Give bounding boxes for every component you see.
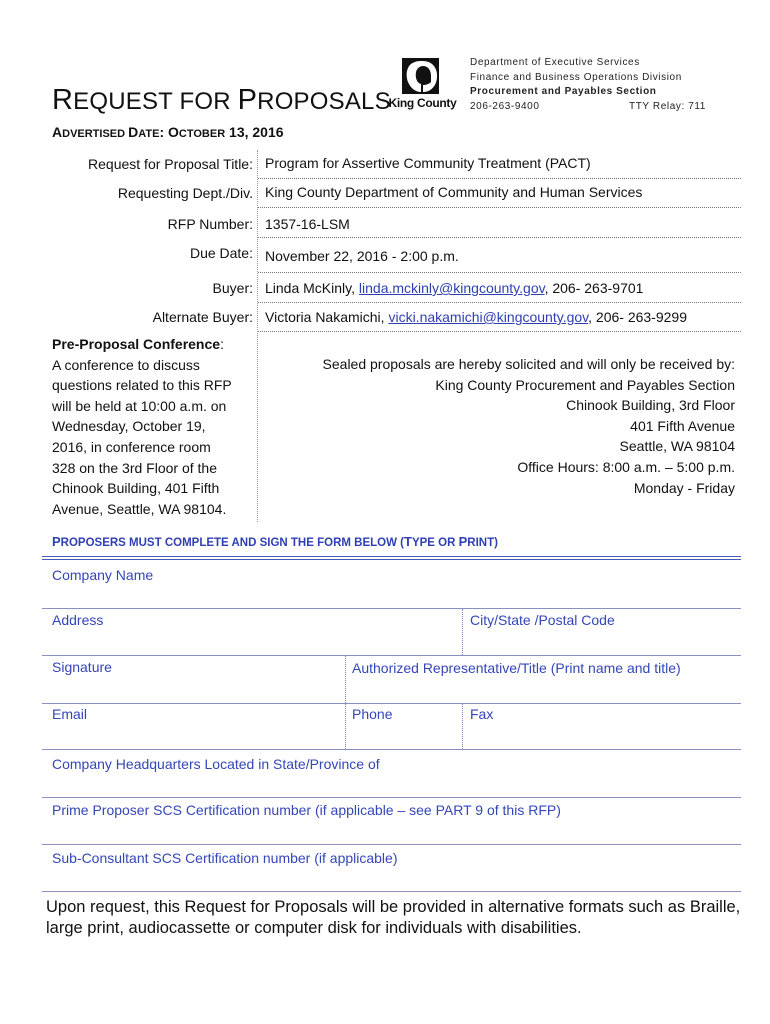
- preconf-line: Wednesday, October 19,: [52, 418, 206, 435]
- rfp-number-value: 1357-16-LSM: [265, 216, 350, 232]
- preconf-line: 2016, in conference room: [52, 438, 211, 455]
- sealed-line: Seattle, WA 98104: [619, 438, 735, 455]
- alternate-buyer-email-link[interactable]: vicki.nakamichi@kingcounty.gov: [388, 309, 589, 325]
- sealed-line: Sealed proposals are hereby solicited and will only be received by:: [322, 356, 735, 372]
- dept-line-2: Finance and Business Operations Division: [470, 71, 682, 83]
- preconf-line: questions related to this RFP: [52, 377, 232, 394]
- authorized-representative-field[interactable]: Authorized Representative/Title (Print name and title): [352, 660, 681, 676]
- rfp-number-label: RFP Number:: [167, 216, 253, 232]
- row-rule: [258, 331, 741, 332]
- sealed-line: Office Hours: 8:00 a.m. – 5:00 p.m.: [517, 458, 735, 475]
- form-heading: PROPOSERS MUST COMPLETE AND SIGN THE FORM BELOW (TYPE OR PRINT): [52, 534, 498, 549]
- field-divider: [345, 656, 346, 703]
- preconf-line: will be held at 10:00 a.m. on: [52, 397, 227, 414]
- dept-phone: 206-263-9400: [470, 100, 540, 112]
- field-rule: [42, 749, 741, 750]
- preconf-line: Chinook Building, 401 Fifth: [52, 480, 220, 497]
- field-rule: [42, 844, 741, 845]
- preconf-line: 328 on the 3rd Floor of the: [52, 459, 217, 476]
- king-county-logo: [385, 56, 460, 112]
- logo-text: King County: [388, 96, 457, 110]
- field-rule: [42, 703, 741, 704]
- field-rule: [42, 655, 741, 656]
- row-rule: [258, 237, 741, 238]
- email-field[interactable]: Email: [52, 706, 88, 722]
- king-county-head-icon: [385, 56, 460, 98]
- dept-div-value: King County Department of Community and Human Services: [265, 184, 643, 200]
- preconf-line: Avenue, Seattle, WA 98104.: [52, 500, 227, 517]
- signature-field[interactable]: Signature: [52, 659, 112, 675]
- sealed-line: King County Procurement and Payables Section: [435, 376, 735, 393]
- sealed-proposals-info: [262, 354, 735, 498]
- field-rule: [42, 891, 741, 892]
- rfp-title-value: Program for Assertive Community Treatment (PACT): [265, 155, 591, 171]
- dept-div-label: Requesting Dept./Div.: [117, 185, 253, 201]
- fax-field[interactable]: Fax: [470, 706, 494, 722]
- row-rule: [258, 272, 741, 273]
- sub-consultant-scs-field[interactable]: Sub-Consultant SCS Certification number (if applicable): [52, 850, 398, 866]
- company-name-field[interactable]: Company Name: [52, 567, 154, 583]
- row-rule: [258, 178, 741, 179]
- prime-scs-certification-field[interactable]: Prime Proposer SCS Certification number (if applicable – see PART 9 of this RFP): [52, 802, 561, 818]
- sealed-line: 401 Fifth Avenue: [630, 417, 735, 434]
- info-divider: [257, 150, 258, 522]
- alternative-formats-notice: Upon request, this Request for Proposals will be provided in alternative formats such as Braille, large print, audiocassette or computer disk for individuals with disabilities.: [46, 898, 741, 937]
- dept-line-1: Department of Executive Services: [470, 57, 640, 68]
- field-rule: [42, 797, 741, 798]
- address-field[interactable]: Address: [52, 612, 104, 628]
- due-date-label: Due Date:: [189, 245, 253, 261]
- row-rule: [258, 207, 741, 208]
- preconf-line: A conference to discuss: [52, 356, 200, 373]
- field-divider: [462, 704, 463, 749]
- buyer-label: Buyer:: [212, 280, 253, 296]
- pre-proposal-heading: Pre-Proposal Conference: [52, 336, 221, 352]
- pre-proposal-conference: Pre-Proposal Conference: A conference to discuss questions related to this RFP will be held at 10:00 a.m. on Wednesday, October 19, 2016, in conference room 328 on the 3rd Floor of the Chinook Building, 401 Fifth Avenue, Seattle, WA 98104.: [52, 334, 257, 519]
- sealed-line: Chinook Building, 3rd Floor: [566, 397, 735, 414]
- department-info: [470, 56, 706, 114]
- rfp-title-label: Request for Proposal Title:: [88, 156, 253, 172]
- sealed-line: Monday - Friday: [633, 479, 735, 496]
- alternate-buyer-value: Victoria Nakamichi, vicki.nakamichi@kingcounty.gov, 206- 263-9299: [265, 309, 687, 325]
- dept-line-3: Procurement and Payables Section: [470, 86, 657, 97]
- field-divider: [462, 609, 463, 655]
- row-rule: [258, 302, 741, 303]
- alternate-buyer-label: Alternate Buyer:: [152, 309, 253, 325]
- page-title: REQUEST FOR PROPOSALS: [52, 84, 391, 116]
- dept-tty: TTY Relay: 711: [629, 100, 706, 112]
- field-divider: [345, 704, 346, 749]
- form-heading-rule: [42, 556, 741, 560]
- company-headquarters-field[interactable]: Company Headquarters Located in State/Province of: [52, 756, 380, 772]
- field-rule: [42, 608, 741, 609]
- phone-field[interactable]: Phone: [352, 706, 393, 722]
- due-date-value: November 22, 2016 - 2:00 p.m.: [265, 248, 459, 264]
- buyer-email-link[interactable]: linda.mckinly@kingcounty.gov: [358, 280, 545, 296]
- city-state-postal-field[interactable]: City/State /Postal Code: [470, 612, 615, 628]
- advertised-date: ADVERTISED DATE: OCTOBER 13, 2016: [52, 124, 284, 140]
- buyer-value: Linda McKinly, linda.mckinly@kingcounty.gov, 206- 263-9701: [265, 280, 644, 296]
